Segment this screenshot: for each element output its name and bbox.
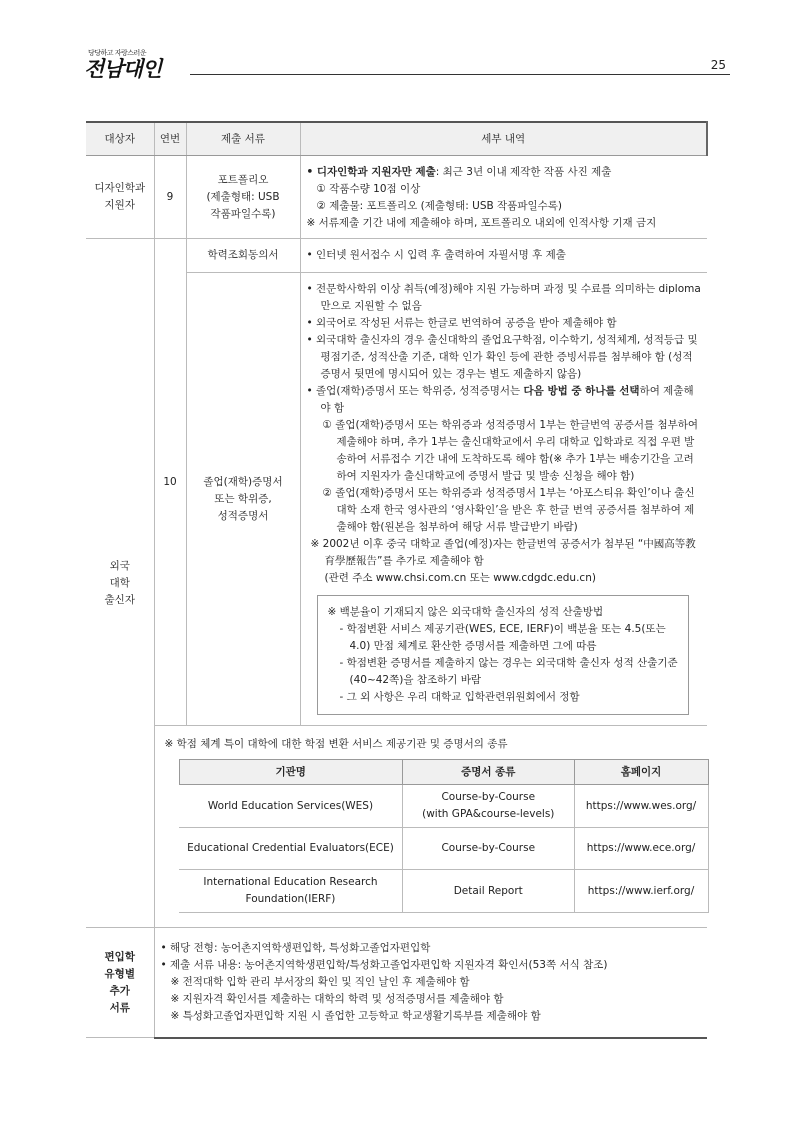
table-row bbox=[179, 828, 708, 870]
document-cell: 포트폴리오 (제출형태: USB 작품파일수록) bbox=[186, 156, 300, 239]
detail-line: ※ 특성화고졸업자편입학 지원 시 졸업한 고등학교 학교생활기록부를 제출해야 함 bbox=[170, 1009, 541, 1022]
header-documents: 제출 서류 bbox=[186, 122, 300, 156]
target-cell: 편입학 유형별 추가 서류 bbox=[86, 928, 154, 1038]
document-table bbox=[86, 121, 708, 1039]
detail-line: • 해당 전형: 농어촌지역학생편입학, 특성화고졸업자편입학 bbox=[160, 941, 431, 954]
detail-line: • 전문학사학위 이상 취득(예정)해야 지원 가능하며 과정 및 수료를 의미하는 diploma 만으로 지원할 수 없음 bbox=[306, 283, 701, 312]
plain-text: • 졸업(재학)증명서 또는 학위증, 성적증명서는 bbox=[306, 385, 524, 397]
detail-line: • 제출 서류 내용: 농어촌지역학생편입학/특성화고졸업자편입학 지원자격 확인서(53쪽 서식 참조) bbox=[160, 958, 608, 971]
detail-cell bbox=[154, 928, 707, 1038]
document-cell: 학력조회동의서 bbox=[186, 239, 300, 273]
table-row bbox=[179, 870, 708, 913]
detail-line: ※ 서류제출 기간 내에 제출해야 하며, 포트폴리오 내외에 인적사항 기재 금지 bbox=[306, 217, 657, 229]
org-cell: International Education Research Foundation(IERF) bbox=[179, 870, 402, 913]
number-cell: 10 bbox=[154, 239, 186, 726]
target-cell: 외국 대학 출신자 bbox=[86, 239, 154, 928]
detail-line bbox=[307, 383, 702, 417]
detail-line: ※ 지원자격 확인서를 제출하는 대학의 학력 및 성적증명서를 제출해야 함 bbox=[170, 992, 504, 1005]
box-line: - 학점변환 증명서를 제출하지 않는 경우는 외국대학 출신자 성적 산출기준 (40~42쪽)을 참조하기 바람 bbox=[339, 657, 678, 686]
detail-line: ② 졸업(재학)증명서 또는 학위증과 성적증명서 1부는 ‘아포스티유 확인’이나 출신대학 소재 한국 영사관의 ‘영사확인’을 받은 후 한글 번역 공증서를 첨부하여 제출해야 함(원본을 첨부하여 해당 서류 발급받기 바람) bbox=[322, 487, 695, 533]
grade-calculation-box bbox=[317, 595, 690, 715]
org-cell: Educational Credential Evaluators(ECE) bbox=[179, 828, 402, 870]
detail-cell: • 인터넷 원서접수 시 입력 후 출력하여 자필서명 후 제출 bbox=[300, 239, 707, 273]
services-header: 홈페이지 bbox=[574, 760, 708, 785]
cert-cell: Course-by-Course (with GPA&course-levels) bbox=[402, 785, 574, 828]
target-cell: 디자인학과 지원자 bbox=[86, 156, 154, 239]
detail-line: ※ 전적대학 입학 관리 부서장의 확인 및 직인 날인 후 제출해야 함 bbox=[170, 975, 470, 988]
bold-text: • 디자인학과 지원자만 제출 bbox=[306, 166, 436, 178]
plain-text: 하여 제출해야 함 bbox=[320, 385, 694, 414]
header-details: 세부 내역 bbox=[300, 122, 707, 156]
services-cell bbox=[154, 726, 707, 928]
box-line: ※ 백분율이 기재되지 않은 외국대학 출신자의 성적 산출방법 bbox=[327, 606, 604, 618]
services-note: ※ 학점 체계 특이 대학에 대한 학점 변환 서비스 제공기관 및 증명서의 종류 bbox=[164, 738, 508, 750]
bold-text: 다음 방법 중 하나를 선택 bbox=[523, 385, 640, 397]
url-cell: https://www.ierf.org/ bbox=[574, 870, 708, 913]
detail-line bbox=[307, 164, 702, 181]
box-line: - 학점변환 서비스 제공기관(WES, ECE, IERF)이 백분율 또는 4.5(또는 4.0) 만점 체계로 환산한 증명서를 제출하면 그에 따름 bbox=[339, 623, 666, 652]
table-row-services bbox=[86, 726, 707, 928]
page-number: 25 bbox=[710, 58, 726, 72]
services-header: 증명서 종류 bbox=[402, 760, 574, 785]
detail-cell bbox=[300, 156, 707, 239]
header-target: 대상자 bbox=[86, 122, 154, 156]
logo-tagline: 당당하고 자랑스러운 bbox=[88, 49, 147, 57]
detail-line: • 외국어로 작성된 서류는 한글로 번역하여 공증을 받아 제출해야 함 bbox=[306, 317, 617, 329]
detail-line: ① 작품수량 10점 이상 bbox=[316, 183, 421, 195]
services-table bbox=[179, 759, 709, 913]
detail-line: ② 제출물: 포트폴리오 (제출형태: USB 작품파일수록) bbox=[316, 200, 562, 212]
detail-line: (관련 주소 www.chsi.com.cn 또는 www.cdgdc.edu.cn) bbox=[324, 572, 596, 584]
number-cell: 9 bbox=[154, 156, 186, 239]
table-row-consent bbox=[86, 239, 707, 273]
table-header-row bbox=[86, 122, 707, 156]
table-row bbox=[179, 785, 708, 828]
detail-line: ※ 2002년 이후 중국 대학교 졸업(예정)자는 한글번역 공증서가 첨부된 “中國高等教育學歷報告”를 추가로 제출해야 함 bbox=[310, 538, 696, 567]
services-header: 기관명 bbox=[179, 760, 402, 785]
header-number: 연번 bbox=[154, 122, 186, 156]
detail-line: ① 졸업(재학)증명서 또는 학위증과 성적증명서 1부는 한글번역 공증서를 첨부하여 제출해야 하며, 추가 1부는 출신대학교에서 우리 대학교 입학과로 직접 우편 발송하여 서류접수 기간 내에 도착하도록 해야 함(※ 추가 1부는 배송기간을 고려하여 지원자가 출신대학교에 증명서 발급 및 발송 신청을 해야 함) bbox=[322, 419, 699, 482]
table-row-design bbox=[86, 156, 707, 239]
url-cell: https://www.wes.org/ bbox=[574, 785, 708, 828]
box-line: - 그 외 사항은 우리 대학교 입학관련위원회에서 정함 bbox=[339, 691, 580, 703]
detail-line: • 외국대학 출신자의 경우 출신대학의 졸업요구학점, 이수학기, 성적체계, 성적등급 및 평점기준, 성적산출 기준, 대학 인가 확인 등에 관한 증빙서류를 첨부해야 함 (성적증명서 뒷면에 명시되어 있는 경우는 별도 제출하지 않음) bbox=[306, 334, 698, 380]
services-header-row bbox=[179, 760, 708, 785]
header-rule bbox=[190, 74, 730, 75]
url-cell: https://www.ece.org/ bbox=[574, 828, 708, 870]
plain-text: : 최근 3년 이내 제작한 작품 사진 제출 bbox=[435, 166, 612, 178]
detail-cell bbox=[300, 273, 707, 726]
cert-cell: Course-by-Course bbox=[402, 828, 574, 870]
logo-wordmark: 전남대인 bbox=[84, 56, 162, 81]
org-cell: World Education Services(WES) bbox=[179, 785, 402, 828]
table-row-transfer bbox=[86, 928, 707, 1038]
brand-logo bbox=[84, 48, 161, 80]
cert-cell: Detail Report bbox=[402, 870, 574, 913]
document-cell: 졸업(재학)증명서 또는 학위증, 성적증명서 bbox=[186, 273, 300, 726]
